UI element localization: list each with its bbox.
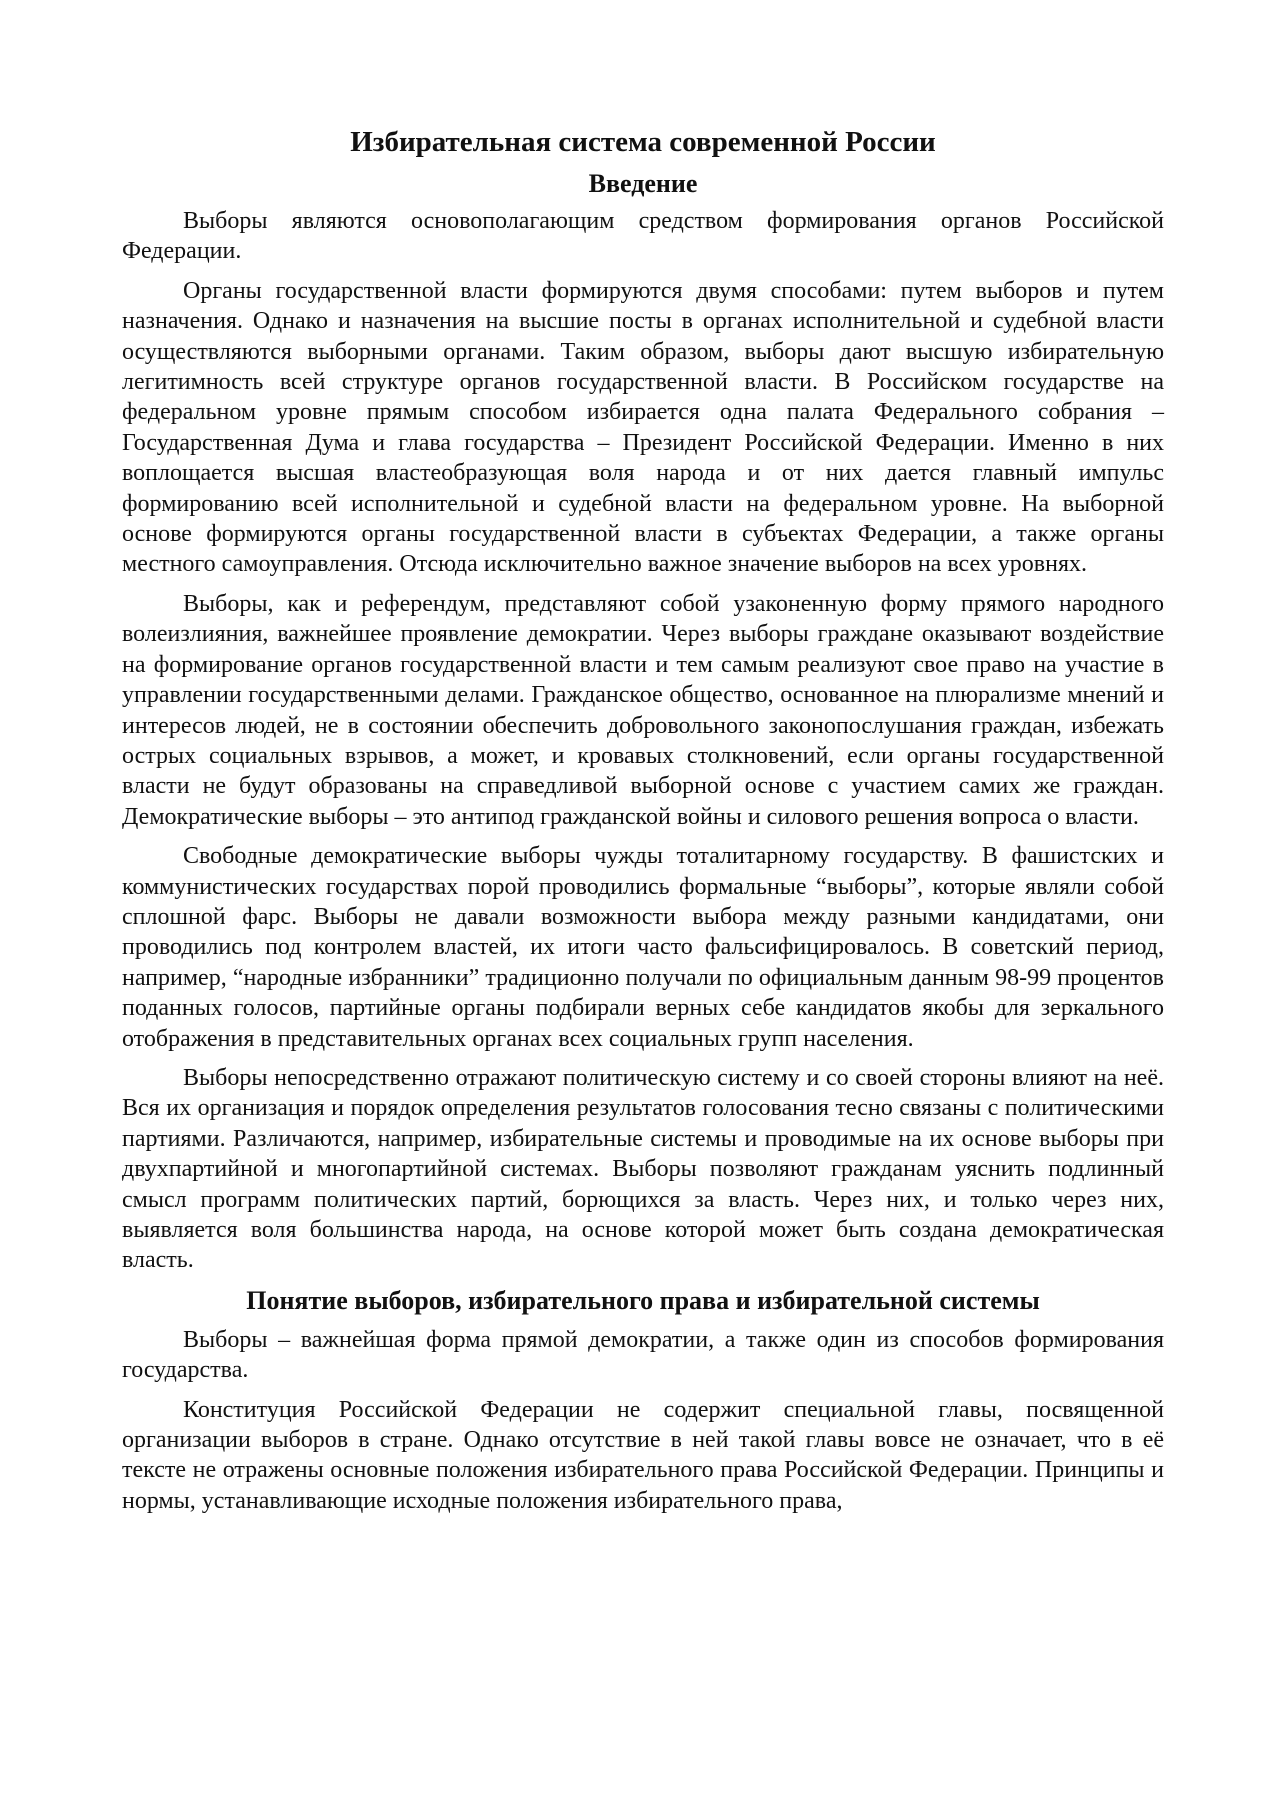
document-page (122, 124, 1164, 1525)
intro-heading: Введение (588, 169, 698, 198)
paragraph: Свободные демократические выборы чужды тоталитарному государству. В фашистских и коммунистических государствах порой проводились формальные “выборы”, которые являли собой сплошной фарс. Выборы не давали возможности выбора между разными кандидатами, они проводились под контролем властей, их итоги часто фальсифицировалось. В советский период, например, “народные избранники” традиционно получали по официальным данным 98-99 процентов поданных голосов, партийные органы подбирали верных себе кандидатов якобы для зеркального отображения в представительных органах всех социальных групп населения. (122, 843, 1164, 1052)
paragraph: Выборы – важнейшая форма прямой демократии, а также один из способов формирования государства. (122, 1326, 1164, 1384)
paragraph: Конституция Российской Федерации не содержит специальной главы, посвященной организации выборов в стране. Однако отсутствие в ней такой главы вовсе не означает, что в её тексте не отражены основные положения избирательного права Российской Федерации. Принципы и нормы, устанавливающие исходные положения избирательного права, (122, 1396, 1164, 1514)
document-title: Избирательная система современной России (350, 126, 936, 158)
paragraph: Выборы непосредственно отражают политическую систему и со своей стороны влияют на неё. Вся их организация и порядок определения результатов голосования тесно связаны с политическими партиями. Различаются, например, избирательные системы и проводимые на их основе выборы при двухпартийной и многопартийной системах. Выборы позволяют гражданам уяснить подлинный смысл программ политических партий, борющихся за власть. Через них, и только через них, выявляется воля большинства народа, на основе которой может быть создана демократическая власть. (122, 1064, 1164, 1274)
paragraph: Органы государственной власти формируются двумя способами: путем выборов и путем назначения. Однако и назначения на высшие посты в органах исполнительной и судебной власти осуществляются выборными органами. Таким образом, выборы дают высшую избирательную легитимность всей структуре органов государственной власти. В Российском государстве на федеральном уровне прямым способом избирается одна палата Федерального собрания – Государственная Дума и глава государства – Президент Российской Федерации. Именно в них воплощается высшая властеобразующая воля народа и от них дается главный импульс формированию всей исполнительной и судебной власти на федеральном уровне. На выборной основе формируются органы государственной власти в субъектах Федерации, а также органы местного самоуправления. Отсюда исключительно важное значение выборов на всех уровнях. (122, 277, 1164, 578)
section-heading: Понятие выборов, избирательного права и избирательной системы (246, 1285, 1040, 1315)
paragraph: Выборы, как и референдум, представляют собой узаконенную форму прямого народного волеизлияния, важнейшее проявление демократии. Через выборы граждане оказывают воздействие на формирование органов государственной власти и тем самым реализуют свое право на участие в управлении государственными делами. Гражданское общество, основанное на плюрализме мнений и интересов людей, не в состоянии обеспечить добровольного законопослушания граждан, избежать острых социальных взрывов, а может, и кровавых столкновений, если органы государственной власти не будут образованы на справедливой выборной основе с участием самих же граждан. Демократические выборы – это антипод гражданской войны и силового решения вопроса о власти. (122, 590, 1164, 830)
paragraph: Выборы являются основополагающим средством формирования органов Российской Федерации. (122, 208, 1164, 265)
